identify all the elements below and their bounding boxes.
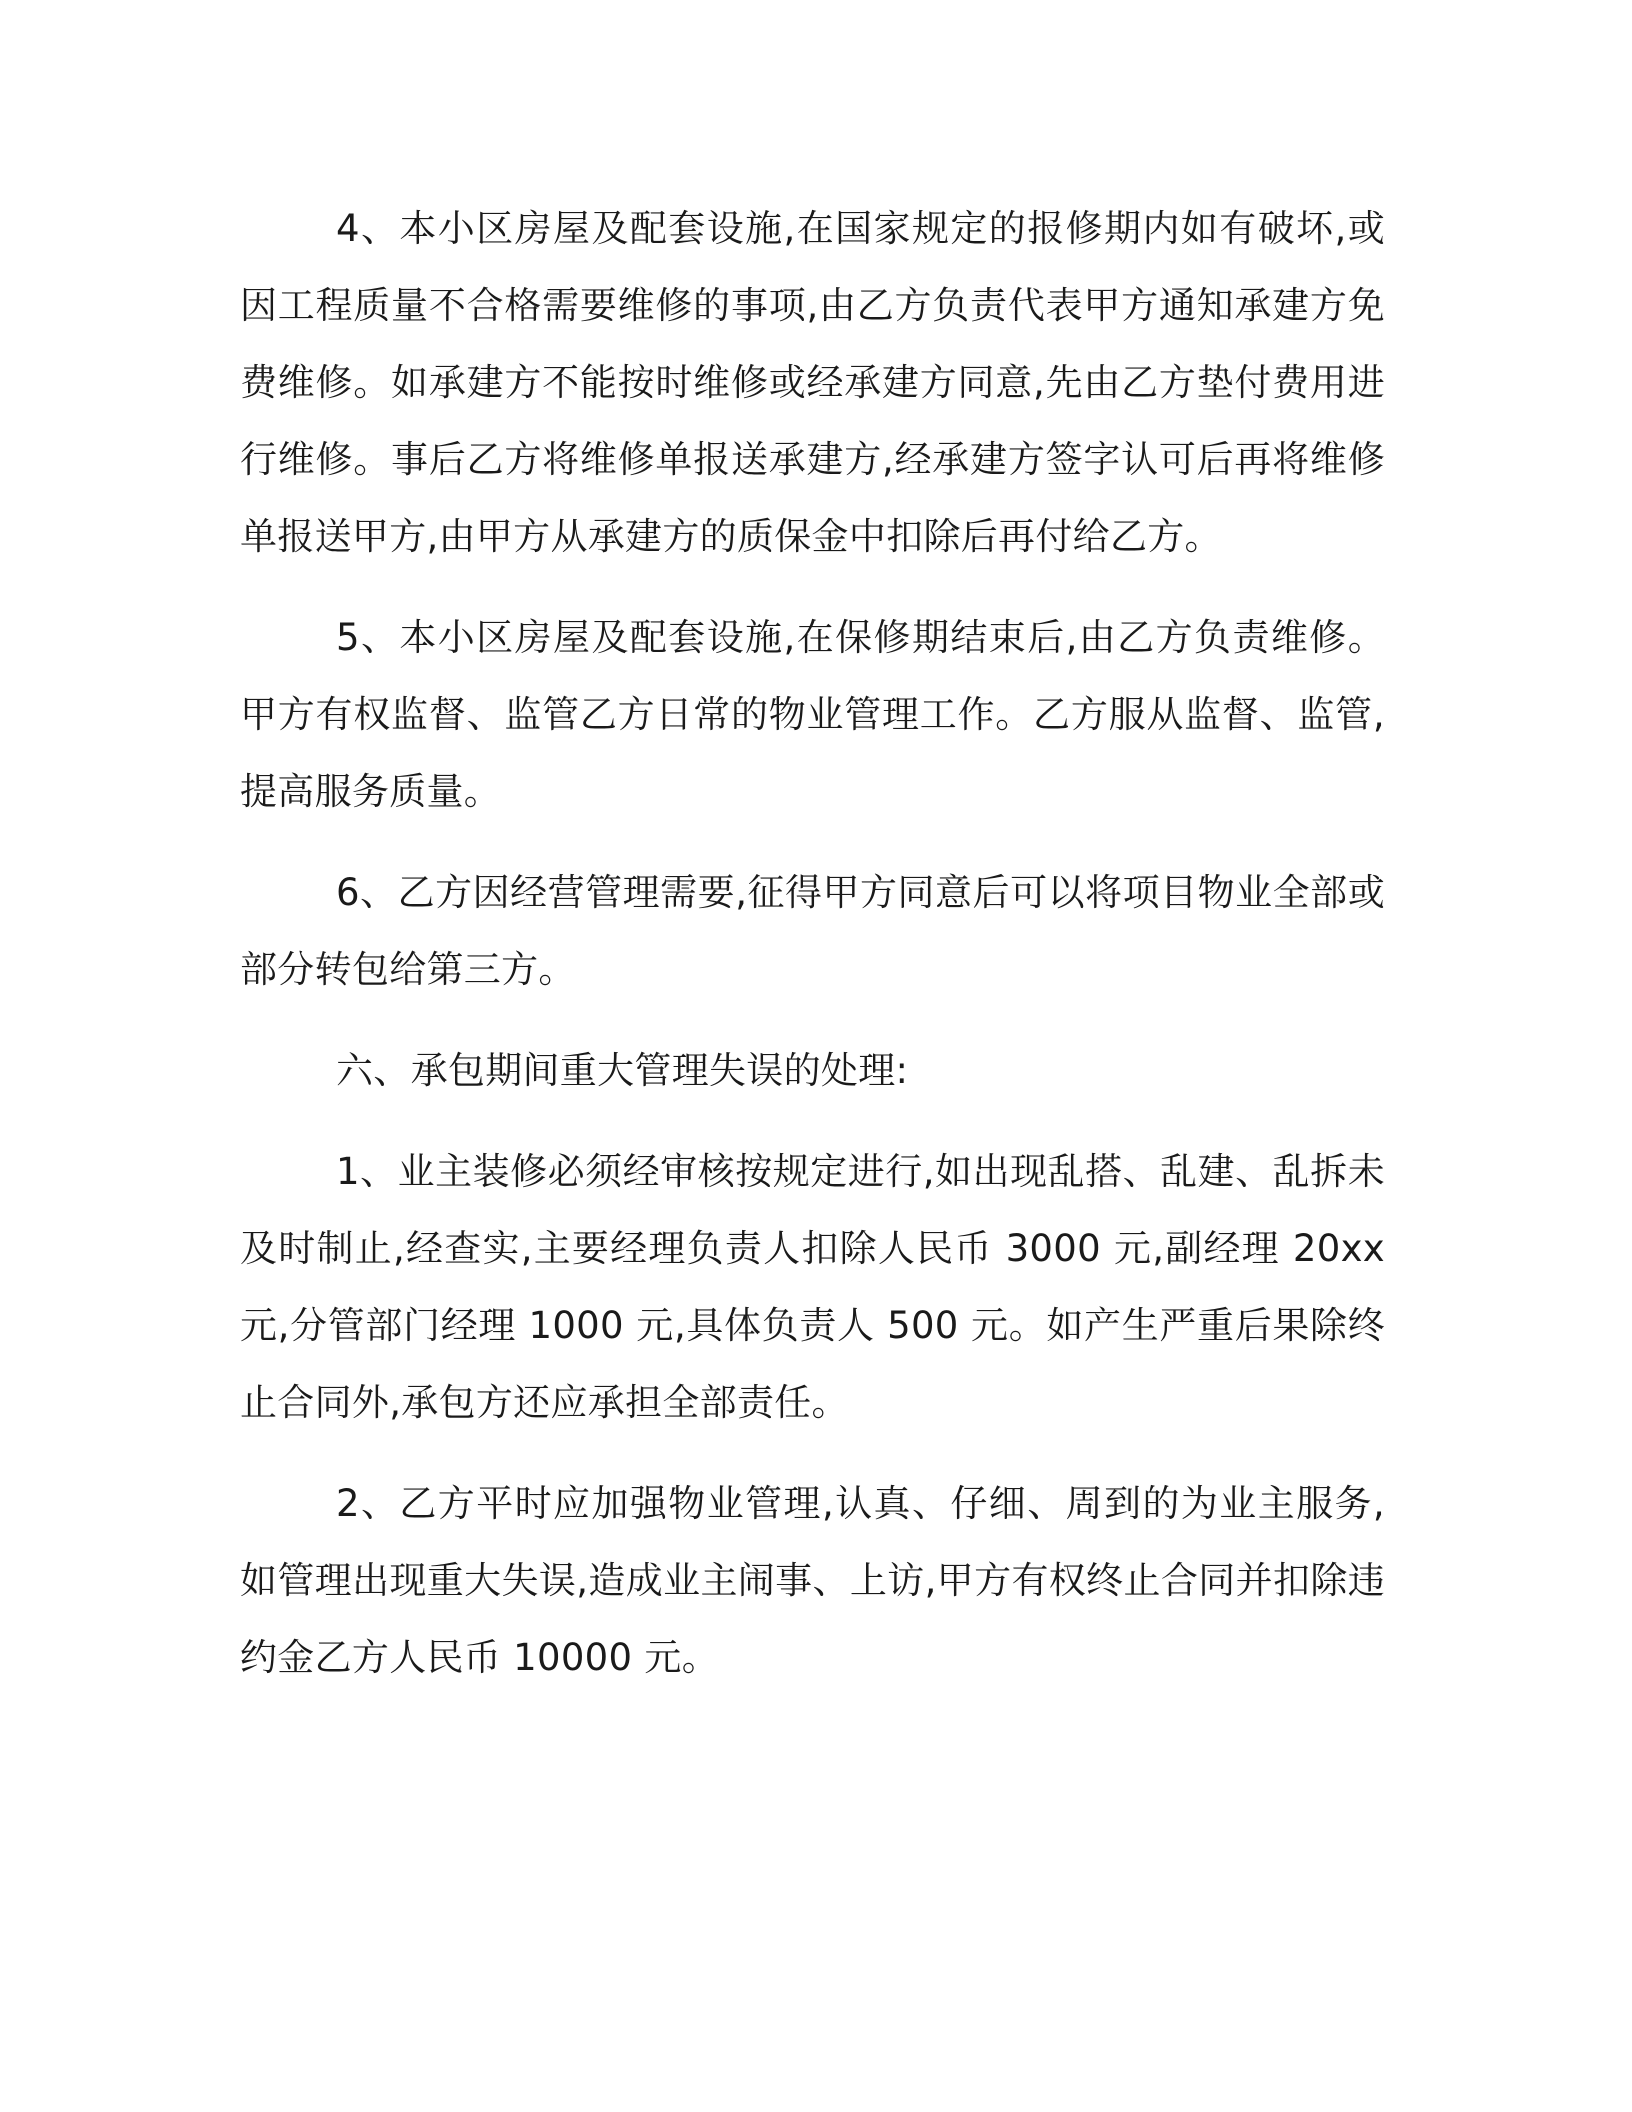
paragraph-item-1: 1、业主装修必须经审核按规定进行,如出现乱搭、乱建、乱拆未及时制止,经查实,主要经理负责人扣除人民币 3000 元,副经理 20xx 元,分管部门经理 1000 元,具体负责人 500 元。如产生严重后果除终止合同外,承包方还应承担全部责任。: [240, 1150, 1385, 1424]
paragraph-item-6: 6、乙方因经营管理需要,征得甲方同意后可以将项目物业全部或部分转包给第三方。: [240, 871, 1385, 991]
section-heading-6: 六、承包期间重大管理失误的处理:: [336, 1049, 909, 1092]
document-body: [240, 190, 1385, 1720]
paragraph-item-5: 5、本小区房屋及配套设施,在保修期结束后,由乙方负责维修。甲方有权监督、监管乙方日常的物业管理工作。乙方服从监督、监管,提高服务质量。: [240, 616, 1385, 813]
paragraph-item-4: 4、本小区房屋及配套设施,在国家规定的报修期内如有破坏,或因工程质量不合格需要维修的事项,由乙方负责代表甲方通知承建方免费维修。如承建方不能按时维修或经承建方同意,先由乙方垫付费用进行维修。事后乙方将维修单报送承建方,经承建方签字认可后再将维修单报送甲方,由甲方从承建方的质保金中扣除后再付给乙方。: [240, 207, 1385, 558]
paragraph-item-2: 2、乙方平时应加强物业管理,认真、仔细、周到的为业主服务,如管理出现重大失误,造成业主闹事、上访,甲方有权终止合同并扣除违约金乙方人民币 10000 元。: [240, 1482, 1385, 1679]
